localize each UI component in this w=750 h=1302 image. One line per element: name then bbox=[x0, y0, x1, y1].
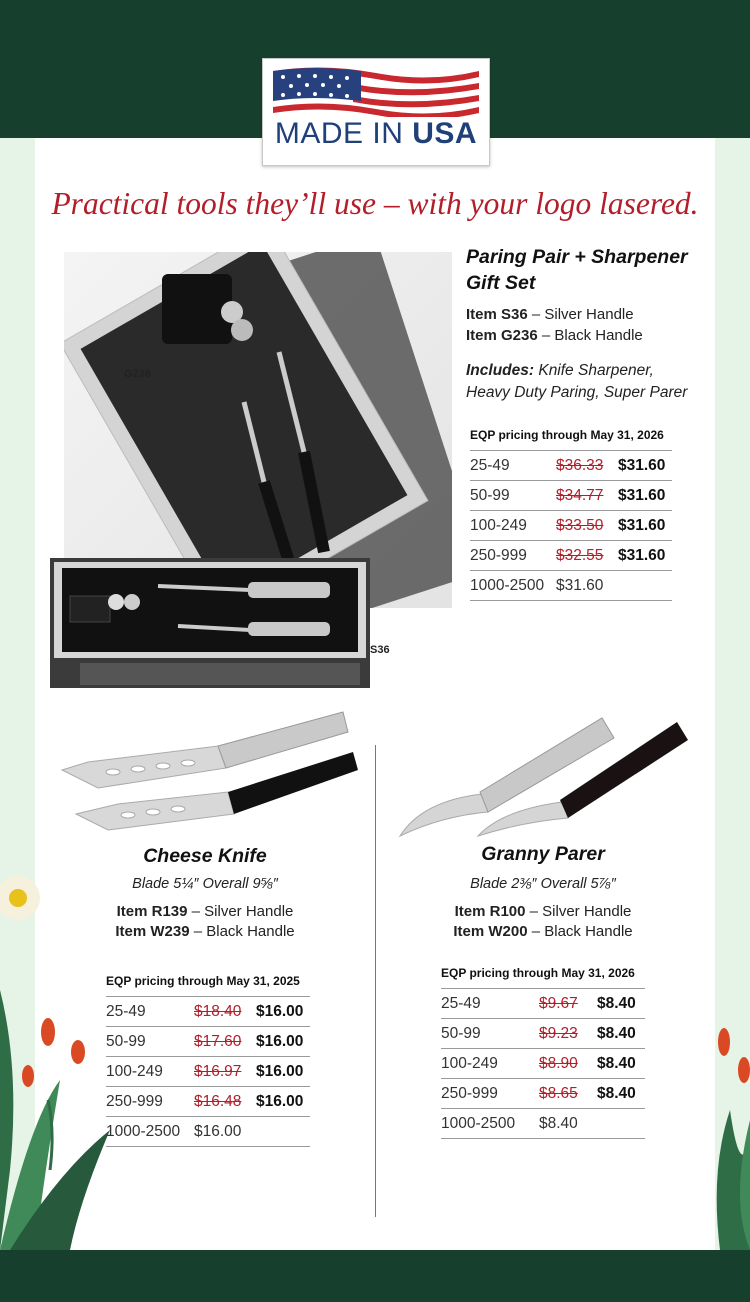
pricing-new-price: $31.60 bbox=[556, 571, 618, 601]
pricing-new-price: $31.60 bbox=[618, 451, 672, 481]
pricing-header: EQP pricing through May 31, 2025 bbox=[106, 974, 300, 988]
pricing-row bbox=[470, 511, 672, 541]
pricing-old-price: $34.77 bbox=[556, 481, 618, 511]
pricing-new-price: $16.00 bbox=[256, 1057, 310, 1087]
pricing-old-price: $8.65 bbox=[539, 1079, 597, 1109]
pricing-row bbox=[441, 1019, 645, 1049]
item-code: Item G236 bbox=[466, 327, 538, 344]
includes-label: Includes: bbox=[466, 362, 535, 379]
pricing-qty: 100-249 bbox=[441, 1049, 539, 1079]
pricing-new-price: $31.60 bbox=[618, 541, 672, 571]
gift-set-title-line2: Gift Set bbox=[466, 272, 536, 294]
pricing-qty: 50-99 bbox=[441, 1019, 539, 1049]
granny-parer-info bbox=[418, 843, 668, 942]
pricing-row bbox=[470, 451, 672, 481]
made-in-usa-badge bbox=[262, 58, 490, 166]
pricing-qty: 50-99 bbox=[106, 1027, 194, 1057]
granny-parer-title: Granny Parer bbox=[481, 843, 605, 865]
pricing-old-price: $18.40 bbox=[194, 997, 256, 1027]
item-code: Item R100 bbox=[454, 903, 526, 920]
pricing-qty: 1000-2500 bbox=[441, 1109, 539, 1139]
pricing-qty: 250-999 bbox=[441, 1079, 539, 1109]
pricing-qty: 25-49 bbox=[470, 451, 556, 481]
made-in-label: MADE IN bbox=[274, 117, 413, 150]
pricing-new-price: $16.00 bbox=[256, 997, 310, 1027]
pricing-old-price: $16.48 bbox=[194, 1087, 256, 1117]
pricing-row bbox=[106, 1027, 310, 1057]
pricing-rows bbox=[441, 989, 645, 1139]
pricing-old-price: $9.23 bbox=[539, 1019, 597, 1049]
granny-parer-items bbox=[418, 902, 668, 942]
item-desc: – Black Handle bbox=[537, 327, 643, 344]
pricing-old-price: $33.50 bbox=[556, 511, 618, 541]
pricing-row bbox=[106, 997, 310, 1027]
column-divider bbox=[375, 745, 376, 1217]
cheese-knife-title: Cheese Knife bbox=[143, 845, 267, 867]
pricing-header: EQP pricing through May 31, 2026 bbox=[470, 428, 664, 442]
granny-parer-pricing-table bbox=[441, 966, 645, 1139]
pricing-new-price: $8.40 bbox=[597, 989, 645, 1019]
gift-set-info bbox=[466, 244, 716, 404]
pricing-new-price: $16.00 bbox=[256, 1087, 310, 1117]
granny-parer-blade: Blade 2⅜″ Overall 5⅞″ bbox=[470, 876, 616, 892]
pricing-new-price: $31.60 bbox=[618, 481, 672, 511]
gift-set-title-line1: Paring Pair + Sharpener bbox=[466, 246, 688, 268]
pricing-row bbox=[470, 481, 672, 511]
item-desc: – Black Handle bbox=[189, 923, 295, 940]
cheese-knife-items bbox=[80, 902, 330, 942]
pricing-old-price: $32.55 bbox=[556, 541, 618, 571]
pricing-old-price: $8.90 bbox=[539, 1049, 597, 1079]
gift-set-pricing-table bbox=[470, 428, 672, 601]
pricing-new-price: $31.60 bbox=[618, 511, 672, 541]
gift-set-item-s36 bbox=[466, 304, 716, 325]
s36-set-photo bbox=[50, 558, 370, 688]
pricing-row bbox=[106, 1117, 310, 1147]
pricing-new-price: $8.40 bbox=[597, 1079, 645, 1109]
gift-set-items bbox=[466, 304, 716, 346]
pricing-row bbox=[441, 1049, 645, 1079]
pricing-row bbox=[470, 541, 672, 571]
gift-set-photo bbox=[64, 252, 452, 608]
pricing-row bbox=[441, 989, 645, 1019]
pricing-row bbox=[106, 1057, 310, 1087]
flower-decoration-right-icon bbox=[700, 1020, 750, 1250]
granny-parer-photo bbox=[392, 706, 692, 840]
pricing-qty: 50-99 bbox=[470, 481, 556, 511]
pricing-old-price: $16.97 bbox=[194, 1057, 256, 1087]
pricing-old-price: $9.67 bbox=[539, 989, 597, 1019]
tagline: Practical tools they’ll use – with your logo lasered. bbox=[51, 186, 699, 221]
cheese-knife-photo bbox=[58, 702, 363, 832]
cheese-knife-info bbox=[80, 845, 330, 942]
gift-set-includes bbox=[466, 360, 716, 404]
gift-set-title bbox=[466, 244, 716, 296]
item-desc: – Silver Handle bbox=[187, 903, 294, 920]
pricing-qty: 25-49 bbox=[441, 989, 539, 1019]
cheese-knife-blade: Blade 5¼″ Overall 9⅝″ bbox=[132, 876, 278, 892]
pricing-new-price: $8.40 bbox=[539, 1109, 597, 1139]
pricing-header: EQP pricing through May 31, 2026 bbox=[441, 966, 635, 980]
pricing-new-price: $8.40 bbox=[597, 1019, 645, 1049]
item-code: Item W200 bbox=[453, 923, 528, 940]
pricing-qty: 250-999 bbox=[106, 1087, 194, 1117]
cheese-knife-pricing-table bbox=[106, 974, 310, 1147]
pricing-new-price: $8.40 bbox=[597, 1049, 645, 1079]
pricing-qty: 1000-2500 bbox=[470, 571, 556, 601]
pricing-qty: 25-49 bbox=[106, 997, 194, 1027]
pricing-rows bbox=[106, 997, 310, 1147]
item-desc: – Black Handle bbox=[527, 923, 633, 940]
pricing-empty-cell bbox=[597, 1109, 645, 1139]
s36-set-illustration bbox=[50, 558, 370, 688]
pricing-row bbox=[470, 571, 672, 601]
g236-photo-label: G236 bbox=[124, 368, 151, 380]
pricing-qty: 100-249 bbox=[106, 1057, 194, 1087]
item-desc: – Silver Handle bbox=[527, 306, 634, 323]
pricing-qty: 250-999 bbox=[470, 541, 556, 571]
item-desc: – Silver Handle bbox=[525, 903, 632, 920]
pricing-new-price: $16.00 bbox=[194, 1117, 256, 1147]
item-code: Item R139 bbox=[116, 903, 188, 920]
us-flag-icon bbox=[273, 67, 479, 117]
gift-set-illustration bbox=[64, 252, 452, 608]
pricing-empty-cell bbox=[618, 571, 672, 601]
pricing-old-price: $17.60 bbox=[194, 1027, 256, 1057]
item-code: Item W239 bbox=[115, 923, 190, 940]
pricing-row bbox=[106, 1087, 310, 1117]
s36-photo-label: S36 bbox=[370, 644, 390, 656]
granny-item-r100 bbox=[418, 902, 668, 922]
item-code: Item S36 bbox=[466, 306, 528, 323]
granny-item-w200 bbox=[418, 922, 668, 942]
pricing-row bbox=[441, 1109, 645, 1139]
pricing-empty-cell bbox=[256, 1117, 310, 1147]
pricing-qty: 1000-2500 bbox=[106, 1117, 194, 1147]
pricing-qty: 100-249 bbox=[470, 511, 556, 541]
usa-label: USA bbox=[412, 117, 478, 150]
pricing-rows bbox=[470, 451, 672, 601]
made-in-usa-text bbox=[263, 117, 489, 151]
pricing-old-price: $36.33 bbox=[556, 451, 618, 481]
gift-set-item-g236 bbox=[466, 325, 716, 346]
includes-line2: Heavy Duty Paring, Super Parer bbox=[466, 384, 688, 401]
bottom-green-band bbox=[0, 1250, 750, 1302]
cheese-item-r139 bbox=[80, 902, 330, 922]
cheese-item-w239 bbox=[80, 922, 330, 942]
includes-line1: Knife Sharpener, bbox=[534, 362, 654, 379]
pricing-new-price: $16.00 bbox=[256, 1027, 310, 1057]
pricing-row bbox=[441, 1079, 645, 1109]
